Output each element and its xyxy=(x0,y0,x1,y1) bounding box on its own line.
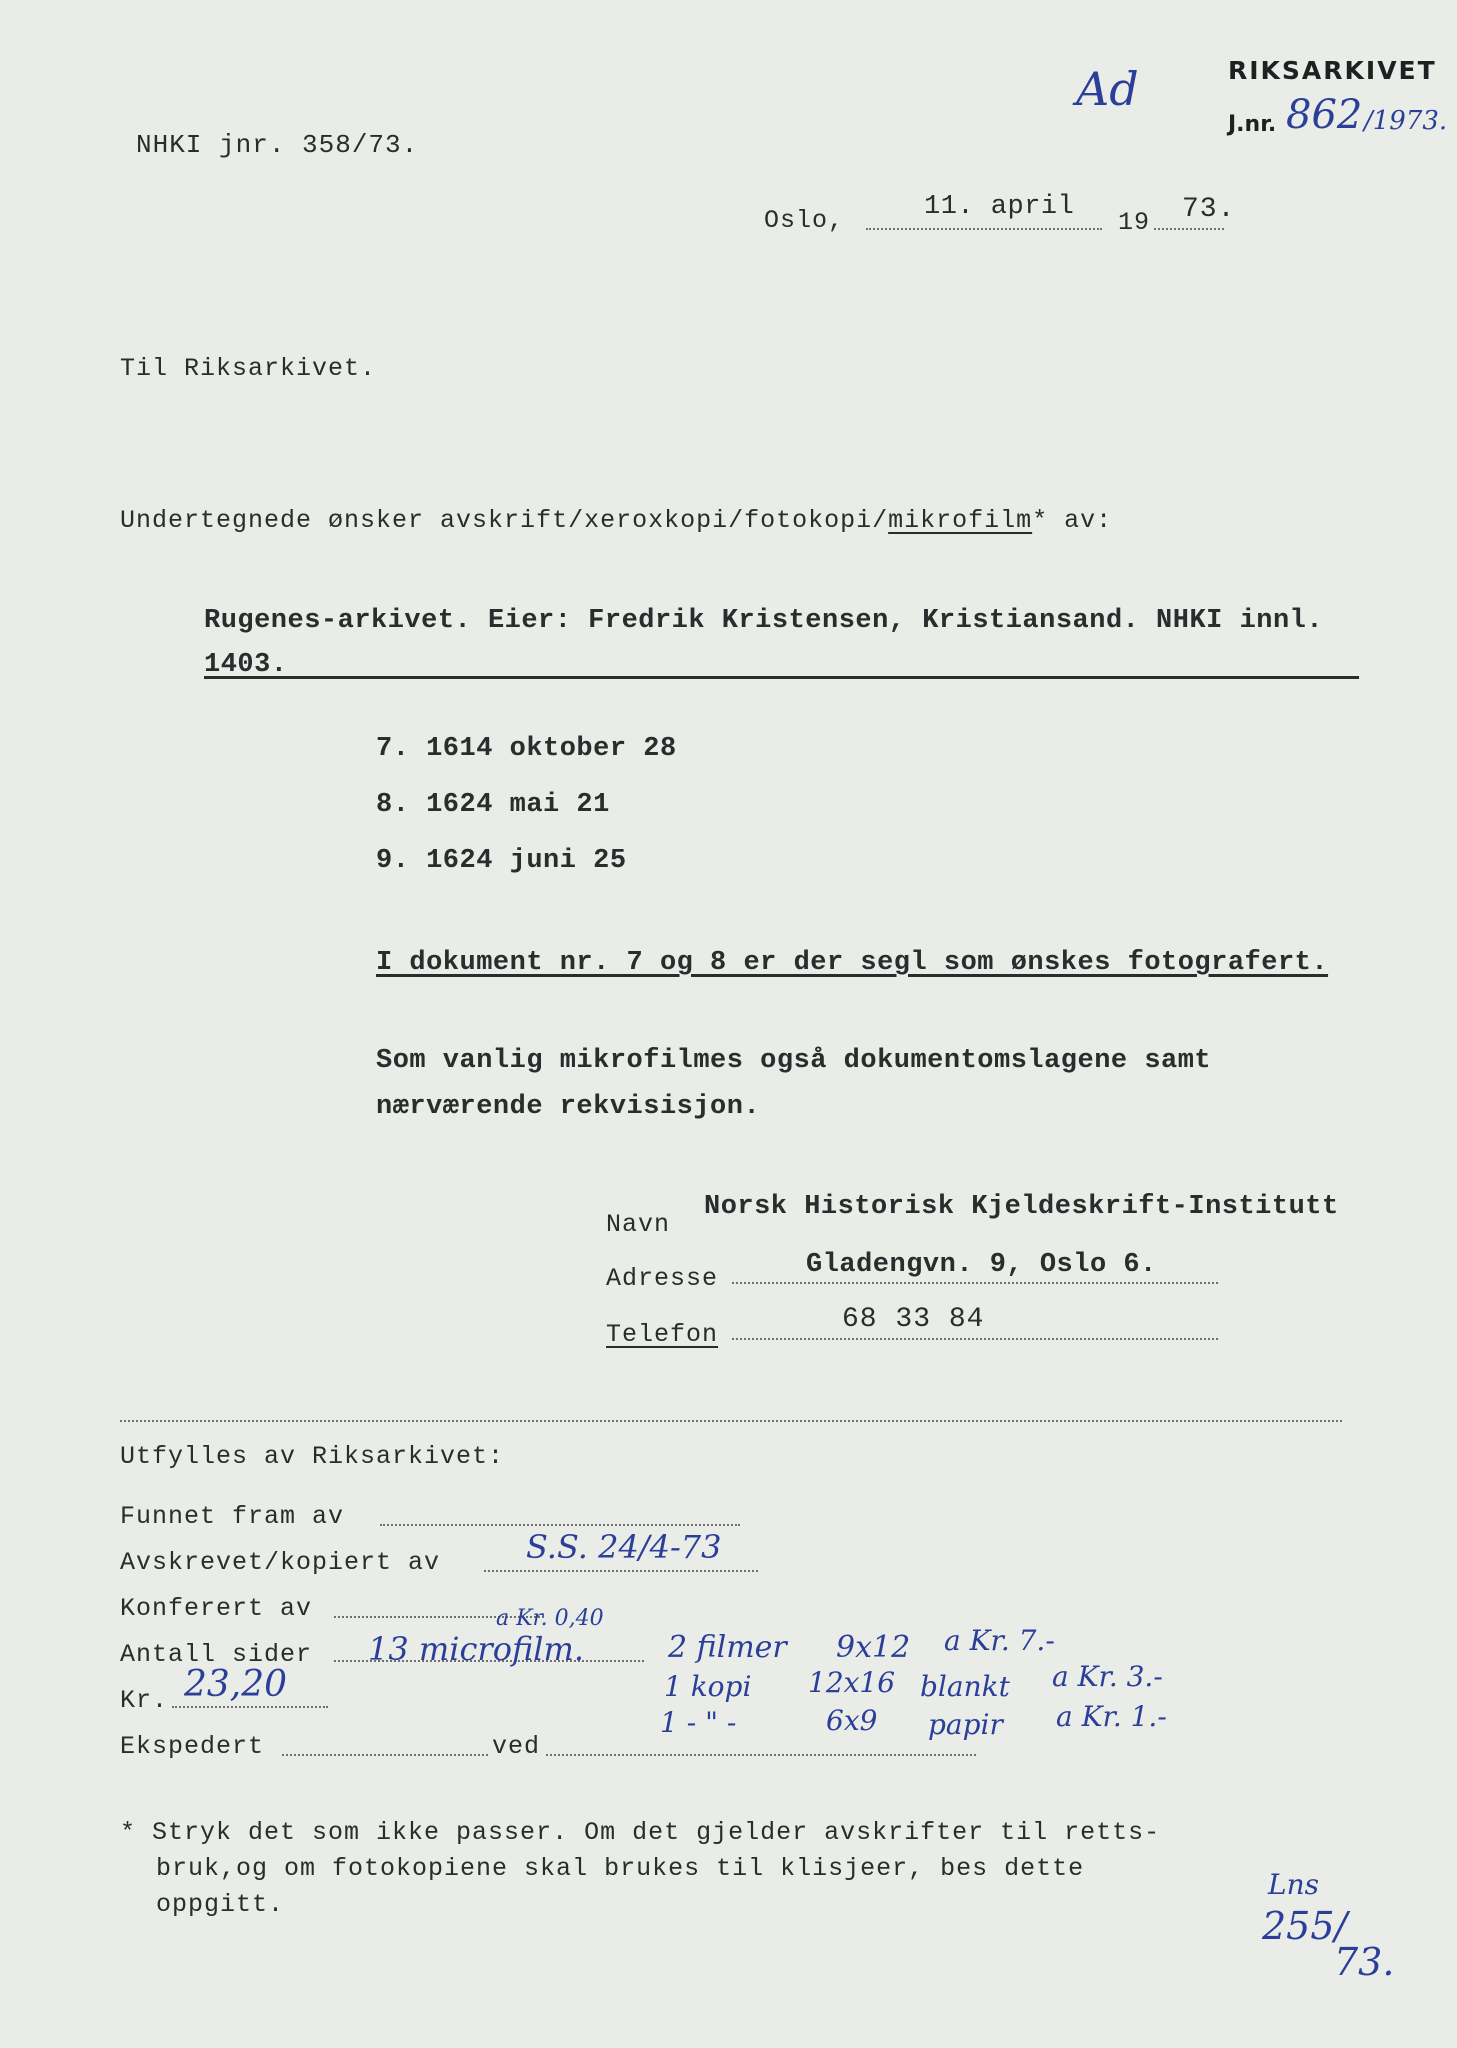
handwritten-initials: Ad xyxy=(1076,62,1139,116)
phone-label: Telefon xyxy=(606,1320,719,1349)
pages-value: 13 microfilm. xyxy=(368,1630,585,1668)
date-value: 11. april xyxy=(924,192,1075,222)
photo-line-1-price: a Kr. 7.- xyxy=(944,1624,1055,1657)
note-line-2: nærværende rekvisisjon. xyxy=(376,1092,761,1122)
ved-line xyxy=(546,1754,976,1756)
recipient: Til Riksarkivet. xyxy=(120,354,377,383)
margin-note-initials: Lns xyxy=(1268,1868,1319,1901)
document-item-9: 9. 1624 juni 25 xyxy=(376,846,627,876)
journal-number-label: J.nr. xyxy=(1228,112,1277,137)
name-value: Norsk Historisk Kjeldeskrift-Institutt xyxy=(704,1192,1339,1222)
found-label: Funnet fram av xyxy=(120,1502,345,1531)
pages-label: Antall sider xyxy=(120,1640,313,1669)
journal-number-value: 862 xyxy=(1286,92,1363,138)
dispatched-label: Ekspedert xyxy=(120,1732,265,1761)
photo-line-2-size: 12x16 xyxy=(808,1666,896,1699)
address-line xyxy=(732,1282,1218,1284)
footnote-line-2: bruk,og om fotokopiene skal brukes til klisjeer, bes dette xyxy=(156,1854,1085,1883)
request-intro-prefix: Undertegnede ønsker avskrift/xeroxkopi/fotokopi/ xyxy=(120,506,889,535)
phone-line xyxy=(732,1338,1218,1340)
reference-number: NHKI jnr. 358/73. xyxy=(136,130,419,160)
photo-line-3-size: 6x9 xyxy=(826,1704,878,1737)
request-intro-underlined: mikrofilm xyxy=(888,506,1033,535)
pages-price: a Kr. 0,40 xyxy=(496,1606,604,1631)
name-label: Navn xyxy=(606,1210,671,1239)
note-line-1: Som vanlig mikrofilmes også dokumentomslagene samt xyxy=(376,1046,1212,1076)
photo-line-2-price: a Kr. 3.- xyxy=(1052,1660,1163,1693)
footnote-line-1: * Stryk det som ikke passer. Om det gjelder avskrifter til retts- xyxy=(120,1818,1161,1847)
kr-label: Kr. xyxy=(120,1686,169,1715)
copied-label: Avskrevet/kopiert av xyxy=(120,1548,441,1577)
address-value: Gladengvn. 9, Oslo 6. xyxy=(806,1250,1157,1280)
document-item-7: 7. 1614 oktober 28 xyxy=(376,734,677,764)
archive-underline xyxy=(204,676,1359,679)
photo-line-1-size: 9x12 xyxy=(836,1630,911,1665)
seal-note: I dokument nr. 7 og 8 er der segl som ønskes fotografert. xyxy=(376,948,1329,978)
dispatched-line xyxy=(282,1754,488,1756)
margin-note-year: 73. xyxy=(1334,1940,1395,1984)
section-separator xyxy=(120,1420,1342,1422)
margin-note-number: 255/ xyxy=(1262,1904,1348,1948)
year-suffix: 73. xyxy=(1182,194,1236,225)
archive-stamp-title: RIKSARKIVET xyxy=(1228,56,1437,85)
photo-line-2-paper: blankt xyxy=(920,1670,1010,1703)
place-label: Oslo, xyxy=(764,206,845,235)
phone-value: 68 33 84 xyxy=(842,1304,985,1335)
photo-line-3-paper: papir xyxy=(928,1708,1003,1741)
kr-value: 23,20 xyxy=(184,1664,288,1705)
archive-line-1: Rugenes-arkivet. Eier: Fredrik Kristensen, Kristiansand. NHKI innl. xyxy=(204,606,1324,636)
ved-label: ved xyxy=(492,1732,541,1761)
request-intro xyxy=(120,506,1112,535)
document-item-8: 8. 1624 mai 21 xyxy=(376,790,610,820)
date-line xyxy=(866,228,1102,230)
copied-line xyxy=(484,1570,758,1572)
kr-line xyxy=(172,1706,328,1708)
photo-line-3-price: a Kr. 1.- xyxy=(1056,1700,1167,1733)
office-heading: Utfylles av Riksarkivet: xyxy=(120,1442,505,1471)
request-intro-suffix: * av: xyxy=(1032,506,1113,535)
journal-number-year: /1973. xyxy=(1364,106,1448,136)
photo-line-2-qty: 1 kopi xyxy=(664,1670,752,1703)
photo-line-1-qty: 2 filmer xyxy=(668,1630,787,1665)
archive-line-2: 1403. xyxy=(204,650,288,680)
footnote-line-3: oppgitt. xyxy=(156,1890,285,1919)
photo-line-3-qty: 1 - " - xyxy=(660,1706,737,1739)
found-line xyxy=(380,1524,740,1526)
checked-label: Konferert av xyxy=(120,1594,313,1623)
year-prefix: 19 xyxy=(1118,208,1151,237)
year-line xyxy=(1154,228,1224,230)
copied-value: S.S. 24/4-73 xyxy=(526,1528,722,1566)
address-label: Adresse xyxy=(606,1264,719,1293)
